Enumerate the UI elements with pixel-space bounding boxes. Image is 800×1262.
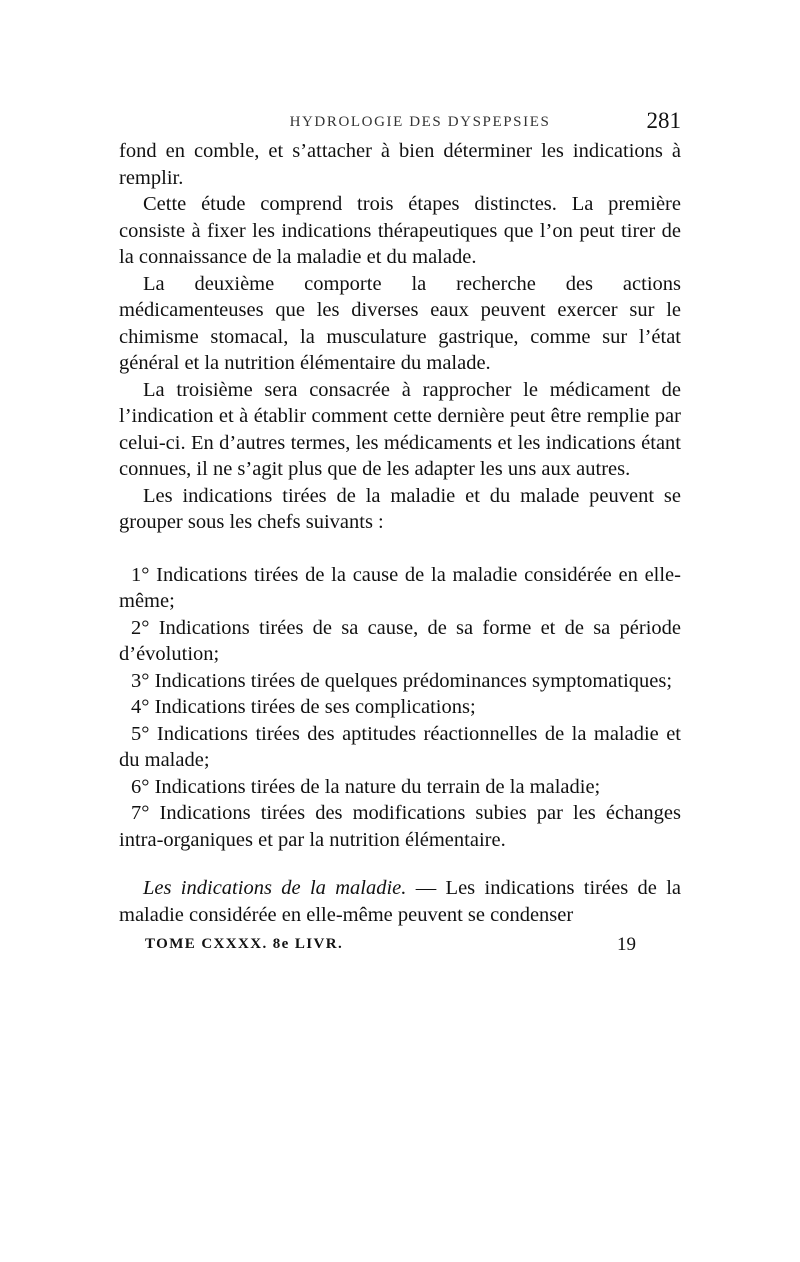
paragraph: Les indications tirées de la maladie et du malade peuvent se grouper sous les chefs suivants : — [119, 484, 681, 533]
paragraph: Cette étude comprend trois étapes distinctes. La première consiste à fixer les indications thérapeutiques que l’on peut tirer de la connaissance de la maladie et du malade. — [119, 193, 681, 268]
running-head — [119, 108, 681, 138]
indications-list — [119, 562, 681, 854]
paragraph: La deuxième comporte la recherche des actions médicamenteuses que les diverses eaux peuvent exercer sur le chimisme stomacal, la musculature gastrique, comme sur l’état général et la nutrition élémentaire du malade. — [119, 272, 681, 374]
paragraph: La troisième sera consacrée à rapprocher le médicament de l’indication et à établir comment cette dernière peut être remplie par celui-ci. En d’autres termes, les médicaments et les indications étant connues, il ne s’agit plus que de les adapter les uns aux autres. — [119, 378, 681, 480]
list-item: 6° Indications tirées de la nature du terrain de la maladie; — [131, 775, 601, 798]
book-page — [119, 108, 681, 960]
paragraph: fond en comble, et s’attacher à bien déterminer les indications à remplir. — [119, 140, 681, 189]
page-number: 281 — [646, 108, 681, 133]
list-item: 2° Indications tirées de sa cause, de sa forme et de sa période d’évolution; — [119, 616, 681, 665]
section-lead: Les indications de la maladie. — [143, 877, 407, 899]
list-item: 5° Indications tirées des aptitudes réactionnelles de la maladie et du malade; — [119, 722, 681, 771]
signature-mark: TOME CXXXX. 8e LIVR. — [145, 936, 344, 952]
signature-number: 19 — [617, 934, 636, 955]
closing-paragraph — [119, 875, 681, 928]
body-text — [119, 138, 681, 928]
running-title: HYDROLOGIE DES DYSPEPSIES — [289, 114, 551, 130]
printer-signature — [119, 930, 681, 960]
list-item: 1° Indications tirées de la cause de la maladie considérée en elle-même; — [119, 563, 681, 612]
list-item: 3° Indications tirées de quelques prédominances symptomatiques; — [131, 669, 673, 692]
closing-text: — Les indications tirées de la maladie considérée en elle-même peuvent se condenser — [119, 877, 681, 926]
list-item: 7° Indications tirées des modifications subies par les échanges intra-organiques et par la nutrition élémentaire. — [119, 802, 681, 851]
list-item: 4° Indications tirées de ses complications; — [131, 696, 476, 718]
